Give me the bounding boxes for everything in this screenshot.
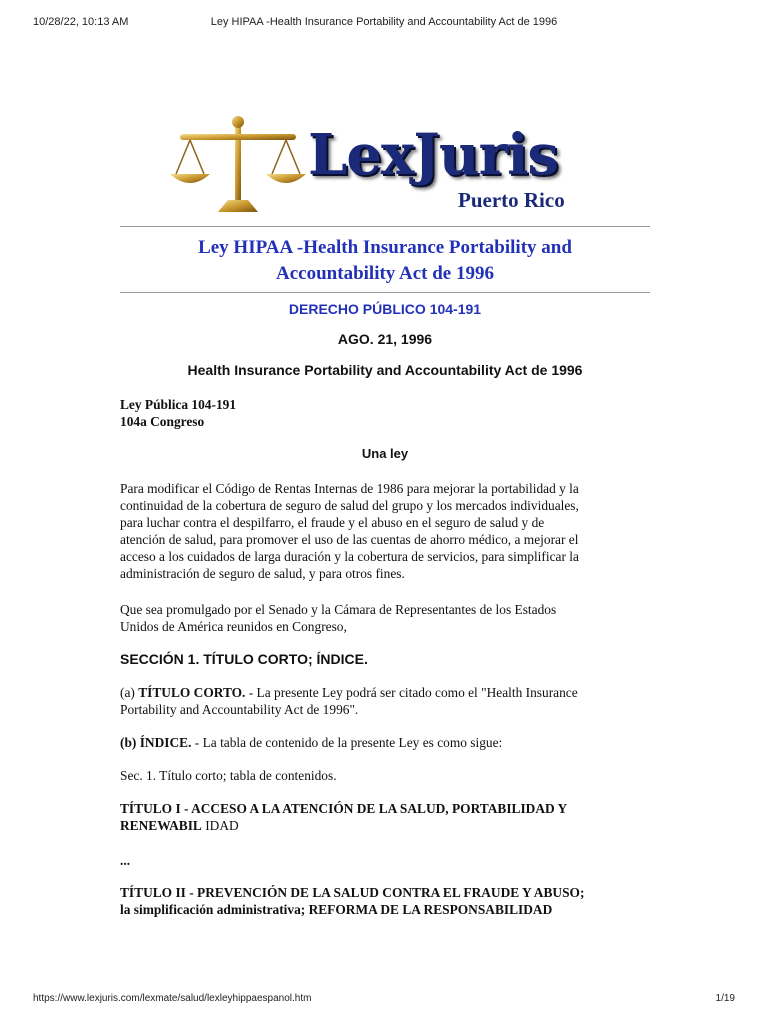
derecho-publico-heading: DERECHO PÚBLICO 104-191 — [288, 301, 482, 317]
intro-line: acceso a los cuidados de larga duración y la cobertura de servicios, para simplificar la — [120, 549, 579, 564]
clause-a-label: (a) — [120, 685, 139, 700]
top-divider — [120, 226, 650, 227]
intro-line: para luchar contra el despilfarro, el fraude y el abuso en el seguro de salud y de — [120, 515, 545, 530]
ellipsis: ... — [120, 853, 131, 868]
titulo-1-heading — [120, 800, 650, 834]
intro-line: Para modificar el Código de Rentas Internas de 1986 para mejorar la portabilidad y la — [120, 481, 579, 496]
titulo-1-line-2-rest: IDAD — [201, 818, 239, 833]
index-clause — [120, 734, 650, 751]
clause-a-text: - La presente Ley podrá ser citado como el "Health Insurance — [245, 685, 578, 700]
print-page-number: 1/19 — [715, 993, 735, 1004]
short-title-clause — [120, 684, 650, 718]
clause-b-text: - La tabla de contenido de la presente Ley es como sigue: — [191, 735, 503, 750]
sec-1-entry: Sec. 1. Título corto; tabla de contenidos. — [120, 768, 337, 783]
law-identifier — [120, 396, 650, 430]
title-line-2: Accountability Act de 1996 — [276, 263, 494, 284]
titulo-2-line-2: la simplificación administrativa; REFORMA DE LA RESPONSABILIDAD — [120, 902, 553, 917]
logo-subtitle: Puerto Rico — [458, 188, 565, 212]
logo-wordmark: LexJuris — [308, 122, 558, 188]
lexjuris-logo — [168, 112, 598, 222]
title-line-1: Ley HIPAA -Health Insurance Portability and — [198, 237, 572, 258]
act-name: Health Insurance Portability and Accountability Act de 1996 — [187, 362, 583, 378]
intro-line: atención de salud, para promover el uso de las cuentas de ahorro médico, a mejorar el — [120, 532, 579, 547]
una-ley-heading: Una ley — [361, 446, 409, 461]
titulo-2-heading — [120, 884, 650, 918]
page-title — [120, 235, 650, 287]
titulo-2-line-1: TÍTULO II - PREVENCIÓN DE LA SALUD CONTRA EL FRAUDE Y ABUSO; — [120, 885, 585, 900]
clause-b-heading: (b) ÍNDICE. — [120, 735, 192, 750]
scales-of-justice-icon — [168, 116, 308, 216]
print-datetime: 10/28/22, 10:13 AM — [33, 16, 129, 28]
intro-paragraph — [120, 480, 650, 582]
enacting-clause — [120, 601, 650, 635]
enact-line-1: Que sea promulgado por el Senado y la Cámara de Representantes de los Estados — [120, 602, 557, 617]
intro-line: continuidad de la cobertura de seguro de salud del grupo y los mercados individuales, — [120, 498, 579, 513]
act-date: AGO. 21, 1996 — [337, 331, 433, 347]
clause-a-text-cont: Portability and Accountability Act de 1996". — [120, 702, 359, 717]
clause-a-heading: TÍTULO CORTO. — [138, 685, 246, 700]
print-url: https://www.lexjuris.com/lexmate/salud/lexleyhippaespanol.htm — [33, 993, 312, 1004]
intro-line: administración de seguro de salud, y para otros fines. — [120, 566, 405, 581]
titulo-1-line-2: RENEWABIL — [120, 818, 202, 833]
enact-line-2: Unidos de América reunidos en Congreso, — [120, 619, 347, 634]
seccion-1-heading: SECCIÓN 1. TÍTULO CORTO; ÍNDICE. — [120, 651, 368, 667]
ley-publica: Ley Pública 104-191 — [120, 397, 237, 412]
titulo-1-line-1: TÍTULO I - ACCESO A LA ATENCIÓN DE LA SALUD, PORTABILIDAD Y — [120, 801, 568, 816]
title-divider — [120, 292, 650, 293]
congreso: 104a Congreso — [120, 414, 205, 429]
print-page-title: Ley HIPAA -Health Insurance Portability and Accountability Act de 1996 — [210, 16, 558, 28]
